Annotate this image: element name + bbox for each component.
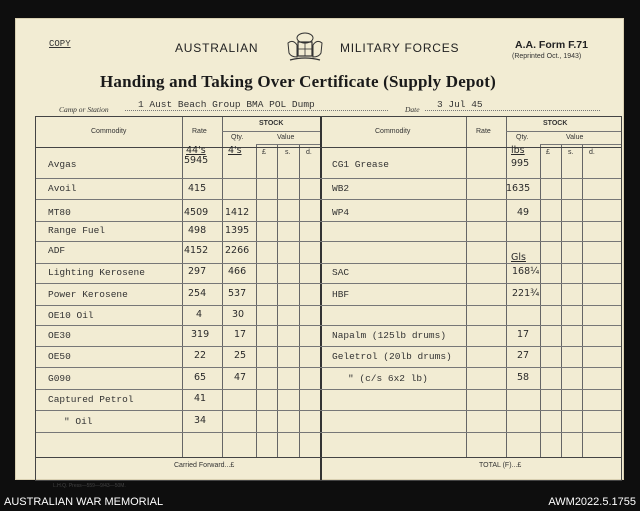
- pence-header-right: d.: [589, 149, 595, 156]
- left-commodity: ADF: [48, 245, 66, 256]
- left-qty: 1395: [225, 225, 250, 236]
- left-rate: 498: [188, 225, 207, 236]
- header-australian: AUSTRALIAN: [175, 41, 259, 55]
- row-line: [36, 241, 621, 242]
- row-line: [36, 432, 621, 433]
- lbs-unit: lbs: [511, 145, 525, 156]
- left-commodity: Lighting Kerosene: [48, 267, 145, 278]
- left-rate: 297: [188, 266, 207, 277]
- grid-line: [506, 131, 621, 132]
- row-line: [36, 346, 621, 347]
- row-line: [36, 283, 621, 284]
- right-qty: 995: [511, 158, 530, 169]
- left-rate: 4509: [184, 207, 209, 218]
- form-number: A.A. Form F.71: [515, 39, 588, 51]
- left-commodity: OE50: [48, 351, 71, 362]
- left-commodity: Avoil: [48, 183, 77, 194]
- date-dotted-line: [425, 110, 600, 111]
- right-qty: 27: [517, 350, 530, 361]
- commodity-header-left: Commodity: [91, 128, 127, 135]
- right-commodity: Geletrol (20lb drums): [332, 351, 452, 362]
- grid-line: [466, 117, 467, 457]
- left-rate: 41: [194, 393, 207, 404]
- header-military-forces: MILITARY FORCES: [340, 41, 460, 55]
- form-title: Handing and Taking Over Certificate (Supply Depot): [100, 72, 497, 91]
- gls-unit: Gls: [511, 252, 526, 263]
- right-qty: 58: [517, 372, 530, 383]
- left-commodity: OE10 Oil: [48, 310, 94, 321]
- left-commodity: Range Fuel: [48, 225, 106, 236]
- total-label: TOTAL (F)...£: [479, 462, 522, 469]
- qty-header-right: Qty.: [516, 134, 529, 141]
- left-commodity: Avgas: [48, 159, 77, 170]
- shillings-header-left: s.: [285, 149, 291, 156]
- left-rate: 34: [194, 415, 207, 426]
- right-qty: 17: [517, 329, 530, 340]
- right-qty: 49: [517, 207, 530, 218]
- stock-table: [35, 116, 622, 481]
- reprint-note: (Reprinted Oct., 1943): [512, 53, 582, 60]
- right-commodity: HBF: [332, 289, 350, 300]
- date-label: Date: [405, 105, 420, 114]
- right-qty: 168¼: [512, 266, 540, 277]
- pounds-header-right: £: [546, 149, 550, 156]
- left-qty: 537: [228, 288, 247, 299]
- pence-header-left: d.: [306, 149, 312, 156]
- row-line: [36, 389, 621, 390]
- grid-line: [506, 117, 507, 457]
- right-commodity: WB2: [332, 183, 350, 194]
- left-commodity: G090: [48, 373, 71, 384]
- rate-header-left: Rate: [192, 128, 207, 135]
- camp-dotted-line: [125, 110, 388, 111]
- stock-header-left: STOCK: [259, 120, 284, 127]
- value-header-right: Value: [566, 134, 584, 141]
- carried-forward-label: Carried Forward...£: [174, 462, 235, 469]
- archive-caption-right: AWM2022.5.1755: [548, 496, 636, 508]
- pounds-header-left: £: [262, 149, 266, 156]
- left-qty: 25: [234, 350, 247, 361]
- left-commodity: " Oil: [64, 416, 93, 427]
- press-note: L.H.Q. Press—559—9/43—50M.: [53, 483, 126, 489]
- copy-stamp: COPY: [49, 39, 71, 49]
- row-line: [36, 305, 621, 306]
- commodity-header-right: Commodity: [375, 128, 411, 135]
- left-rate: 4152: [184, 245, 209, 256]
- qty-header-left: Qty.: [231, 134, 244, 141]
- footer-top-line: [36, 457, 621, 458]
- row-line: [36, 325, 621, 326]
- left-qty: 17: [234, 329, 247, 340]
- row-line: [36, 410, 621, 411]
- right-qty: 221¾: [512, 288, 540, 299]
- grid-line: [182, 117, 183, 457]
- qty-unit: 4's: [228, 145, 242, 156]
- shillings-header-right: s.: [568, 149, 574, 156]
- header-bottom-line: [36, 147, 621, 148]
- left-qty: 1412: [225, 207, 250, 218]
- right-commodity: SAC: [332, 267, 350, 278]
- left-commodity: OE30: [48, 330, 71, 341]
- row-line: [36, 221, 621, 222]
- left-qty: 47: [234, 372, 247, 383]
- camp-label: Camp or Station: [59, 105, 109, 114]
- left-rate: 22: [194, 350, 207, 361]
- grid-line: [540, 144, 621, 145]
- left-qty: 466: [228, 266, 247, 277]
- left-commodity: Power Kerosene: [48, 289, 128, 300]
- left-commodity: MT80: [48, 207, 71, 218]
- rate-unit: 44's: [186, 145, 206, 156]
- certificate-page: [15, 18, 624, 489]
- left-qty: 2266: [225, 245, 250, 256]
- grid-line: [222, 117, 223, 457]
- right-commodity: WP4: [332, 207, 350, 218]
- coat-of-arms-icon: [284, 31, 326, 65]
- value-header-left: Value: [277, 134, 295, 141]
- right-commodity: " (c/s 6x2 lb): [348, 373, 428, 384]
- left-rate: 415: [188, 183, 207, 194]
- left-rate: 319: [191, 329, 210, 340]
- row-line: [36, 367, 621, 368]
- right-commodity: Napalm (125lb drums): [332, 330, 447, 341]
- left-rate: 4: [196, 309, 203, 320]
- rate-header-right: Rate: [476, 128, 491, 135]
- row-line: [36, 199, 621, 200]
- date-value: 3 Jul 45: [437, 99, 483, 110]
- left-rate: 65: [194, 372, 207, 383]
- right-qty: 1635: [506, 183, 531, 194]
- row-line: [36, 178, 621, 179]
- row-line: [36, 263, 621, 264]
- archive-caption-left: AUSTRALIAN WAR MEMORIAL: [4, 496, 164, 508]
- grid-line: [222, 131, 320, 132]
- stock-header-right: STOCK: [543, 120, 568, 127]
- left-rate: 5945: [184, 155, 209, 166]
- left-rate: 254: [188, 288, 207, 299]
- left-commodity: Captured Petrol: [48, 394, 134, 405]
- camp-value: 1 Aust Beach Group BMA POL Dump: [138, 99, 315, 110]
- left-qty: 30: [232, 309, 245, 320]
- right-commodity: CG1 Grease: [332, 159, 390, 170]
- center-divider: [320, 117, 322, 480]
- grid-line: [256, 144, 320, 145]
